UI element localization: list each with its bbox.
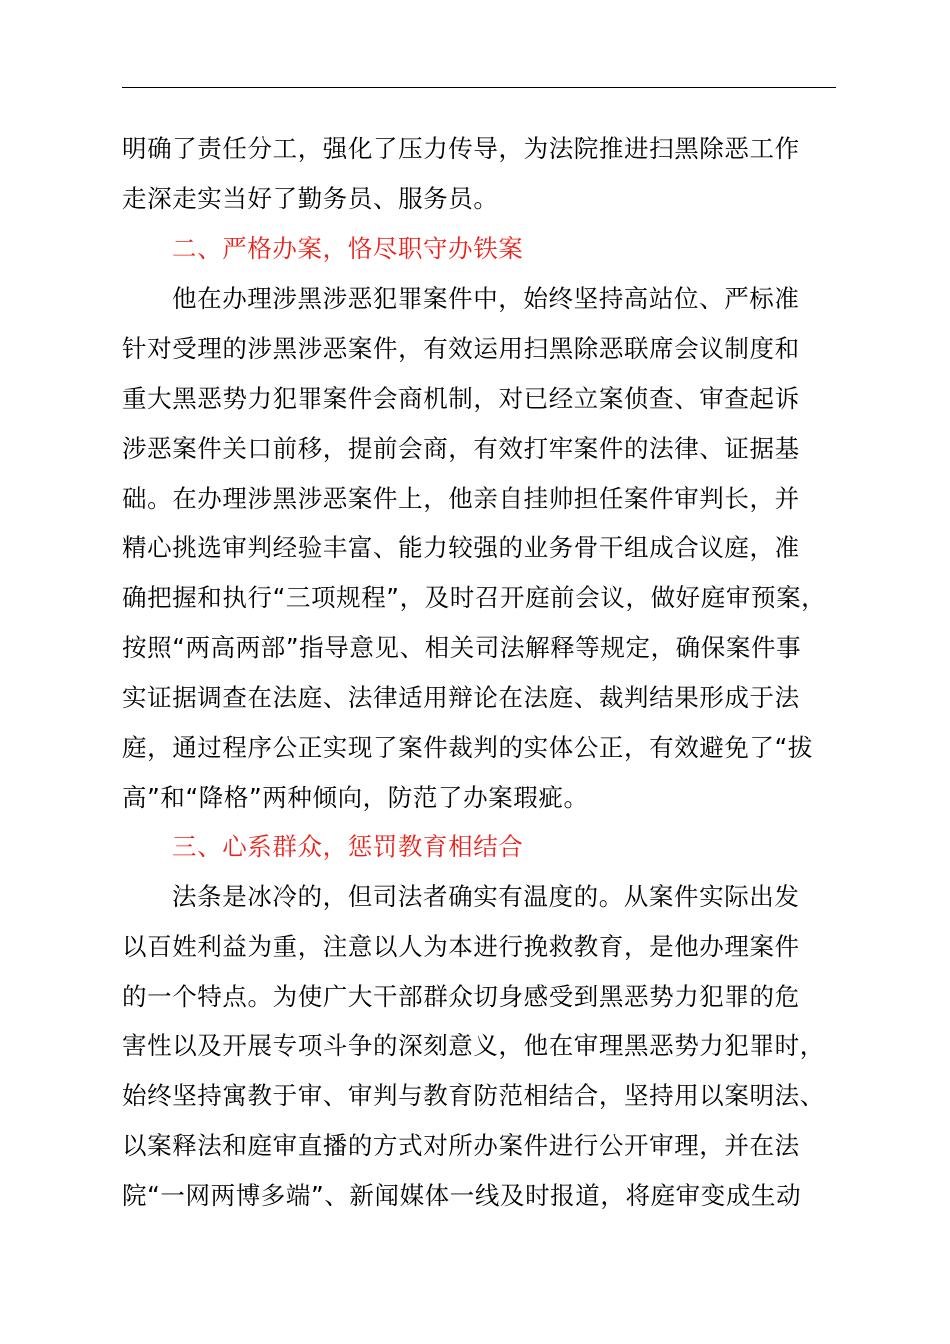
text-line: 精心挑选审判经验丰富、能力较强的业务骨干组成合议庭，准 [122, 533, 800, 562]
text-line: 始终坚持寓教于审、审判与教育防范相结合，坚持用以案明法、 [122, 1081, 825, 1110]
section-heading-2: 二、严格办案，恪尽职守办铁案 [172, 234, 524, 263]
text-line: 以百姓利益为重，注意以人为本进行挽救教育，是他办理案件 [122, 932, 800, 961]
text-line: 庭，通过程序公正实现了案件裁判的实体公正，有效避免了“拔 [122, 733, 813, 762]
text-line: 明确了责任分工，强化了压力传导，为法院推进扫黑除恶工作 [122, 134, 800, 163]
text-line: 高”和“降格”两种倾向，防范了办案瑕疵。 [122, 783, 589, 812]
text-line: 按照“两高两部”指导意见、相关司法解释等规定，确保案件事 [122, 633, 802, 662]
text-line: 他在办理涉黑涉恶犯罪案件中，始终坚持高站位、严标准 [172, 284, 800, 313]
section-heading-3: 三、心系群众，惩罚教育相结合 [172, 832, 524, 861]
text-line: 的一个特点。为使广大干部群众切身感受到黑恶势力犯罪的危 [122, 982, 800, 1011]
header-rule [122, 87, 836, 88]
text-line: 涉恶案件关口前移，提前会商，有效打牢案件的法律、证据基 [122, 434, 800, 463]
text-line: 院“一网两博多端”、新闻媒体一线及时报道，将庭审变成生动 [122, 1181, 802, 1210]
text-line: 走深走实当好了勤务员、服务员。 [122, 184, 499, 213]
text-line: 以案释法和庭审直播的方式对所办案件进行公开审理，并在法 [122, 1131, 800, 1160]
text-line: 针对受理的涉黑涉恶案件，有效运用扫黑除恶联席会议制度和 [122, 334, 800, 363]
text-line: 实证据调查在法庭、法律适用辩论在法庭、裁判结果形成于法 [122, 683, 800, 712]
text-line: 害性以及开展专项斗争的深刻意义，他在审理黑恶势力犯罪时， [122, 1031, 825, 1060]
text-line: 础。在办理涉黑涉恶案件上，他亲自挂帅担任案件审判长，并 [122, 484, 800, 513]
text-line: 法条是冰冷的，但司法者确实有温度的。从案件实际出发 [172, 882, 800, 911]
text-line: 确把握和执行“三项规程”，及时召开庭前会议，做好庭审预案， [122, 583, 827, 612]
text-line: 重大黑恶势力犯罪案件会商机制，对已经立案侦查、审查起诉 [122, 384, 800, 413]
